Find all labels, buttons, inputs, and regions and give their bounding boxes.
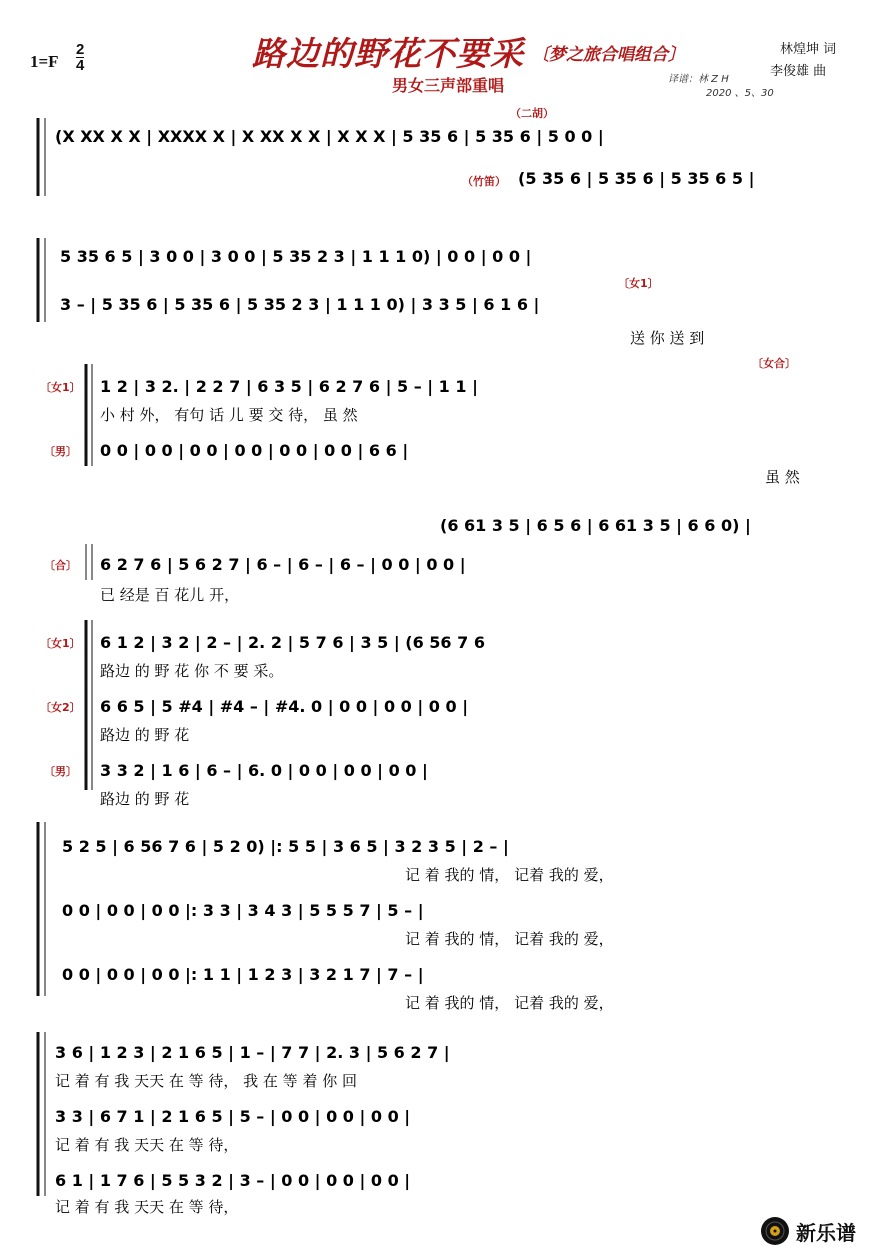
staff-2-2-lyric: 送 你 送 到 (630, 329, 705, 347)
label-nan-b: 〔男〕 (44, 765, 77, 778)
staff-6-3-lyric: 记 着 我的 情， 记着 我的 爱， (405, 994, 614, 1012)
staff-4-1-notes: (6 61 3 5 | 6 5 6 | 6 61 3 5 | 6 6 0) | (440, 516, 751, 535)
logo-text: 新乐谱 (796, 1220, 856, 1245)
label-nv1-b: 〔女1〕 (40, 637, 81, 650)
staff-7-2-lyric: 记 着 有 我 天天 在 等 待， (55, 1136, 239, 1154)
staff-6-3-notes: 0 0 | 0 0 | 0 0 |: 1 1 | 1 2 3 | 3 2 1 7 | 7 – | (62, 965, 424, 984)
lyricist-credit: 林煌坤 词 (780, 42, 837, 57)
label-nv1-intro: 〔女1〕 (618, 277, 659, 290)
staff-1-1-notes: (X XX X X | XXXX X | X XX X X | X X X | 5 35 6 | 5 35 6 | 5 0 0 | (55, 127, 604, 146)
arrangement-subtitle: 男女三声部重唱 (392, 76, 505, 95)
staff-5-1-lyric: 路边 的 野 花 你 不 要 采。 (100, 662, 284, 680)
system-2 (38, 238, 704, 347)
staff-2-2-notes: 3 – | 5 35 6 | 5 35 6 | 5 35 2 3 | 1 1 1 0) | 3 3 5 | 6 1 6 | (60, 295, 540, 314)
staff-4-2-lyric: 已 经是 百 花儿 开， (100, 586, 240, 604)
system-4 (44, 516, 751, 604)
label-nv2: 〔女2〕 (40, 701, 81, 714)
vinyl-record-icon (760, 1216, 790, 1246)
system-7 (38, 1032, 450, 1216)
site-logo[interactable] (760, 1216, 856, 1246)
staff-7-3-notes: 6 1 | 1 7 6 | 5 5 3 2 | 3 – | 0 0 | 0 0 | 0 0 | (55, 1171, 411, 1190)
staff-3-2-lyric: 虽 然 (765, 468, 800, 486)
composer-credit: 李俊雄 曲 (770, 64, 827, 79)
staff-5-1-notes: 6 1 2 | 3 2 | 2 – | 2. 2 | 5 7 6 | 3 5 | (6 56 7 6 (100, 633, 485, 652)
staff-4-2-notes: 6 2 7 6 | 5 6 2 7 | 6 – | 6 – | 6 – | 0 0 | 0 0 | (100, 555, 466, 574)
staff-3-1-notes: 1 2 | 3 2. | 2 2 7 | 6 3 5 | 6 2 7 6 | 5 – | 1 1 | (100, 377, 478, 396)
system-6 (38, 822, 614, 1012)
staff-5-2-lyric: 路边 的 野 花 (100, 726, 190, 744)
song-title: 路边的野花不要采 (252, 34, 524, 73)
staff-5-2-notes: 6 6 5 | 5 #4 | #4 – | #4. 0 | 0 0 | 0 0 | 0 0 | (100, 697, 469, 716)
transcriber-credit: 译谱：林 Z H (668, 74, 729, 85)
staff-3-1-lyric: 小 村 外， 有句 话 儿 要 交 待， 虽 然 (100, 406, 358, 424)
staff-6-2-lyric: 记 着 我的 情， 记着 我的 爱， (405, 930, 614, 948)
transcribe-date: 2020 、5、30 (706, 88, 774, 99)
staff-7-1-lyric: 记 着 有 我 天天 在 等 待， 我 在 等 着 你 回 (55, 1072, 357, 1090)
label-dizi: （竹笛） (462, 175, 506, 188)
staff-5-3-notes: 3 3 2 | 1 6 | 6 – | 6. 0 | 0 0 | 0 0 | 0 0 | (100, 761, 428, 780)
staff-2-1-notes: 5 35 6 5 | 3 0 0 | 3 0 0 | 5 35 2 3 | 1 1 1 0) | 0 0 | 0 0 | (60, 247, 532, 266)
staff-6-1-lyric: 记 着 我的 情， 记着 我的 爱， (405, 866, 614, 884)
meter-bottom: 4 (76, 57, 85, 74)
label-he: 〔合〕 (44, 559, 77, 572)
staff-1-2-notes: (5 35 6 | 5 35 6 | 5 35 6 5 | (518, 169, 755, 188)
system-1 (38, 106, 754, 196)
label-nv1: 〔女1〕 (40, 381, 81, 394)
performer-group: 〔梦之旅合唱组合〕 (532, 45, 685, 65)
staff-3-2-notes: 0 0 | 0 0 | 0 0 | 0 0 | 0 0 | 0 0 | 6 6 | (100, 441, 409, 460)
label-nan: 〔男〕 (44, 445, 77, 458)
key-signature: 1=F (30, 52, 59, 71)
meter-top: 2 (76, 41, 85, 58)
staff-5-3-lyric: 路边 的 野 花 (100, 790, 190, 808)
staff-7-1-notes: 3 6 | 1 2 3 | 2 1 6 5 | 1 – | 7 7 | 2. 3 | 5 6 2 7 | (55, 1043, 450, 1062)
staff-6-1-notes: 5 2 5 | 6 56 7 6 | 5 2 0) |: 5 5 | 3 6 5 | 3 2 3 5 | 2 – | (62, 837, 509, 856)
system-3 (40, 356, 801, 486)
staff-6-2-notes: 0 0 | 0 0 | 0 0 |: 3 3 | 3 4 3 | 5 5 5 7 | 5 – | (62, 901, 424, 920)
label-nvhe: 〔女合〕 (752, 357, 796, 370)
staff-7-2-notes: 3 3 | 6 7 1 | 2 1 6 5 | 5 – | 0 0 | 0 0 | 0 0 | (55, 1107, 411, 1126)
label-erhu: （二胡） (510, 107, 554, 120)
staff-7-3-lyric: 记 着 有 我 天天 在 等 待， (55, 1198, 239, 1216)
system-5 (40, 620, 485, 808)
